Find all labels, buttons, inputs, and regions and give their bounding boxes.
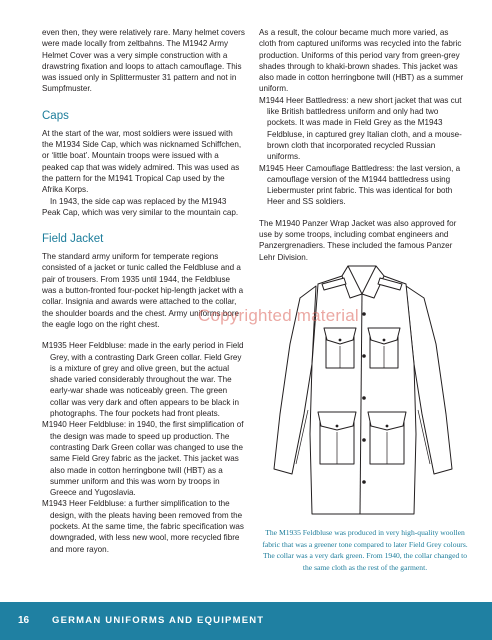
caps-paragraph-2: In 1943, the side cap was replaced by the M1943 Peak Cap, which was very similar to the mountain cap.: [42, 196, 239, 217]
spacer: [259, 208, 466, 218]
feldbluse-jacket-illustration: [256, 264, 470, 526]
list-item-m1944: M1944 Heer Battledress: a new short jacket that was cut like British battledress uniform and only had two pockets. It was made in Field Grey as the M1943 Feldbluse, in captured grey Italian cloth, and a mouse-brown cloth that incorporated recycled Russian uniforms.: [259, 95, 462, 162]
book-title: GERMAN UNIFORMS AND EQUIPMENT: [52, 615, 265, 626]
list-item-m1940: M1940 Heer Feldbluse: in 1940, the first simplification of the design was made to speed up production. The contrasting Dark Green collar was changed to use the same Field Grey fabric as the jacket. This jacket was also made in cotton herringbone twill (HBT) as a summer uniform and this was worn by troops in Greece and Yugoslavia.: [42, 420, 244, 498]
right-column: [259, 27, 466, 263]
caps-heading: Caps: [42, 109, 69, 122]
figure-caption: The M1935 Feldbluse was produced in very high-quality woollen fabric that was a greener tone compared to later Field Grey colours. The collar was a very dark green. From 1940, the collar changed to the same cloth as the rest of the garment.: [262, 528, 468, 572]
caps-paragraph-1: At the start of the war, most soldiers were issued with the M1934 Side Cap, which was nicknamed Schiffchen, or ‘little boat’. Mountain troops were issued with a peaked cap that was widely admired. This was used as the pattern for the M1941 Tropical Cap used by the Afrika Korps.: [42, 128, 242, 195]
watermark: Copyrighted material: [198, 306, 359, 325]
left-paragraph-1: even then, they were relatively rare. Many helmet covers were made locally from zeltbahns. The M1942 Army Helmet Cover was a very simple construction with a drawstring fixation and loops to attach camouflage. This was issued only in Splittermuster 31 pattern and not in Sumpfmuster.: [42, 28, 245, 94]
field-jacket-paragraph: The standard army uniform for temperate regions consisted of a jacket or tunic called the Feldbluse and a pair of trousers. From 1935 until 1944, the Feldbluse was a button-fronted four-pocket hip-length jacket with a collar. Insignia and awards were attached to the collar, the shoulder boards and the chest. Army uniforms bore the eagle logo on the right chest.: [42, 252, 244, 329]
left-column: [42, 27, 245, 555]
list-item-m1943: M1943 Heer Feldbluse: a further simplification to the design, with the pleats having been removed from the pockets. At the same time, the fabric specification was downgraded, with less new wool, more recycled fibre and more rayon.: [42, 499, 244, 554]
list-item-m1935: M1935 Heer Feldbluse: made in the early period in Field Grey, with a contrasting Dark Green collar. Field Grey is a mixture of grey and olive green, but the actual shade varied considerably throughout the war. The early-war shade was noticeably green. The green collar was very dark and often appears to be black in photographs. The four pockets had front pleats.: [42, 341, 244, 419]
right-paragraph-1: As a result, the colour became much more varied, as cloth from captured uniforms was recycled into the fabric production. Uniforms of this period vary from green-grey shades through to khaki-brown shades. This jacket was also made in cotton herringbone twill (HBT) as a summer uniform.: [259, 28, 464, 94]
list-item-m1945: M1945 Heer Camouflage Battledress: the last version, a camouflage version of the M1944 battledress using Liebermuster print fabric. This was identical for both Heer and SS soldiers.: [259, 163, 461, 207]
field-jacket-heading: Field Jacket: [42, 233, 104, 246]
page-number: 16: [18, 615, 30, 626]
footer-bar: [0, 602, 492, 640]
right-paragraph-2: The M1940 Panzer Wrap Jacket was also approved for use by some troops, including combat engineers and Panzergrenadiers. These included the famous Panzer Lehr Division.: [259, 218, 457, 262]
spacer: [42, 330, 245, 340]
